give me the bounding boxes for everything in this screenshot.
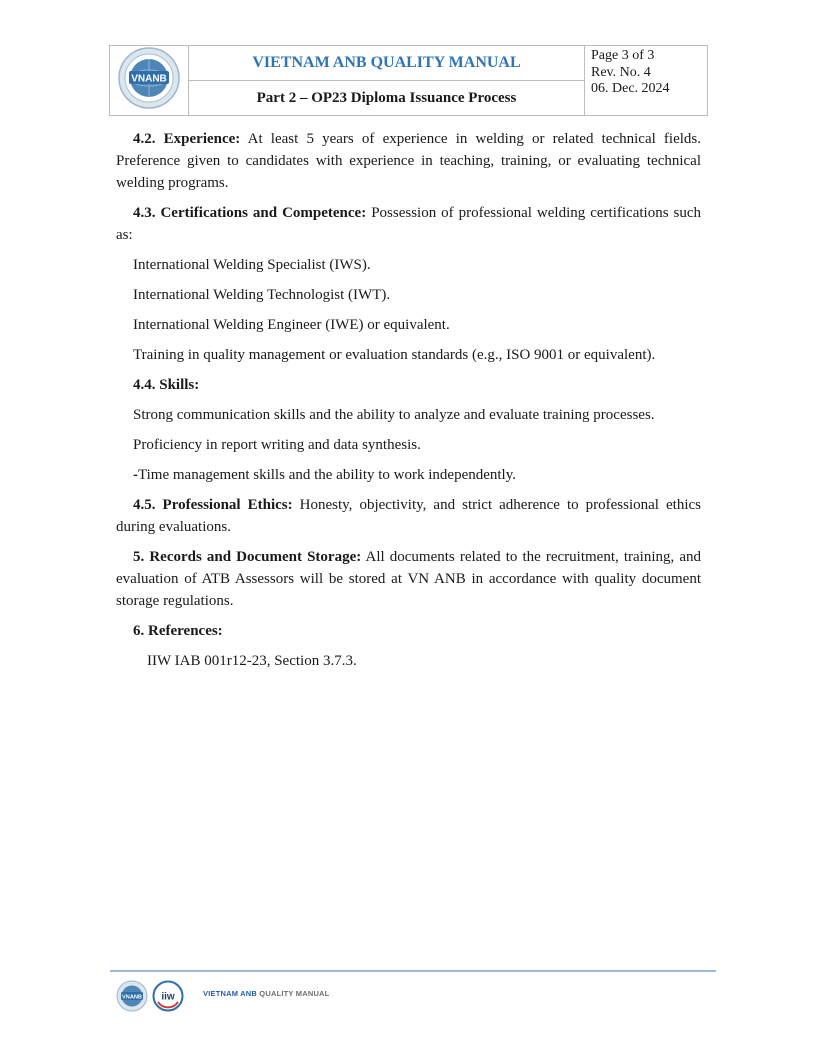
document-meta (585, 46, 708, 116)
revision-number: Rev. No. 4 (591, 64, 651, 80)
header-logo-cell (110, 46, 189, 116)
section-5-text: All documents related to the recruitment, training, and evaluation of ATB Assessors will be stored at VN ANB in accordance with quality document storage regulations. (116, 549, 701, 609)
section-4-2-heading: 4.2. Experience: (133, 131, 241, 147)
revision-date: 06. Dec. 2024 (591, 81, 670, 96)
vnanb-footer-logo (116, 980, 148, 1012)
skill-item-time-management-text: Time management skills and the ability to work independently. (138, 467, 516, 483)
section-4-3 (116, 202, 701, 246)
section-4-2-text: At least 5 years of experience in welding or related technical fields. Preference given to candidates with experience in teaching, training, or evaluating technical welding programs. (116, 131, 701, 191)
skill-item-communication: Strong communication skills and the ability to analyze and evaluate training processes. (133, 407, 655, 423)
section-4-5-heading: 4.5. Professional Ethics: (133, 497, 293, 513)
header-table (109, 45, 708, 116)
reference-item: IIW IAB 001r12-23, Section 3.7.3. (147, 653, 357, 669)
section-4-3-heading: 4.3. Certifications and Competence: (133, 205, 367, 221)
document-body (116, 128, 701, 680)
section-4-5 (116, 494, 701, 538)
footer-caption (203, 989, 329, 998)
section-6-heading: 6. References: (133, 623, 223, 639)
skill-item-time-management (116, 464, 701, 486)
iiw-footer-logo (152, 980, 184, 1012)
page-number: Page 3 of 3 (591, 48, 655, 63)
svg-text:VNANB: VNANB (122, 994, 142, 1001)
section-5-heading: 5. Records and Document Storage: (133, 549, 362, 565)
section-4-4-heading: 4.4. Skills: (133, 377, 200, 393)
cert-item-iws: International Welding Specialist (IWS). (133, 257, 371, 273)
svg-text:iiw: iiw (161, 991, 175, 1003)
vnanb-seal-logo (117, 46, 181, 110)
footer-brand: VIETNAM ANB (203, 989, 258, 998)
cert-item-iwe: International Welding Engineer (IWE) or equivalent. (133, 317, 450, 333)
svg-text:VNANB: VNANB (131, 73, 167, 85)
document-subtitle: Part 2 – OP23 Diploma Issuance Process (189, 81, 585, 116)
cert-item-iwt: International Welding Technologist (IWT). (133, 287, 391, 303)
section-4-4 (116, 374, 701, 396)
skill-dash: - (133, 467, 138, 483)
document-title: VIETNAM ANB QUALITY MANUAL (189, 46, 585, 81)
section-6 (116, 620, 701, 642)
section-5 (116, 546, 701, 612)
section-4-5-text: Honesty, objectivity, and strict adherence to professional ethics during evaluations. (116, 497, 701, 535)
footer-logos (116, 980, 184, 1012)
footer-rest: QUALITY MANUAL (257, 989, 330, 998)
cert-item-quality-training: Training in quality management or evaluation standards (e.g., ISO 9001 or equivalent). (133, 347, 656, 363)
section-4-3-text: Possession of professional welding certifications such as: (116, 205, 701, 243)
skill-item-reporting: Proficiency in report writing and data synthesis. (133, 437, 421, 453)
section-4-2 (116, 128, 701, 194)
footer-divider (110, 970, 716, 972)
